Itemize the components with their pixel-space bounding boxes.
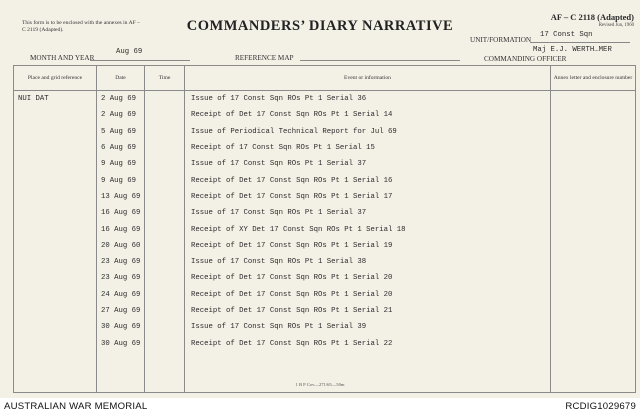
time-cell (145, 238, 185, 254)
time-cell (145, 319, 185, 335)
place-cell (14, 140, 97, 156)
date-cell: 16 Aug 69 (97, 205, 145, 221)
place-cell (14, 172, 97, 188)
annex-cell (551, 287, 636, 303)
table-row (14, 303, 636, 319)
annex-cell (551, 156, 636, 172)
place-cell (14, 156, 97, 172)
annex-cell (551, 124, 636, 140)
event-cell: Issue of 17 Const Sqn ROs Pt 1 Serial 37 (185, 205, 551, 221)
column-header-annex: Annex letter and enclosure number (551, 66, 636, 91)
date-cell: 9 Aug 69 (97, 156, 145, 172)
table-row (14, 205, 636, 221)
date-cell: 23 Aug 69 (97, 270, 145, 286)
event-cell: Receipt of Det 17 Const Sqn ROs Pt 1 Serial 20 (185, 287, 551, 303)
date-cell: 9 Aug 69 (97, 172, 145, 188)
date-cell: 2 Aug 69 (97, 107, 145, 123)
form-title: COMMANDERS’ DIARY NARRATIVE (186, 18, 454, 34)
date-cell: 16 Aug 69 (97, 221, 145, 237)
place-cell: NUI DAT (14, 91, 97, 108)
event-cell: Receipt of Det 17 Const Sqn ROs Pt 1 Serial 21 (185, 303, 551, 319)
month-year-label: MONTH AND YEAR (30, 54, 95, 62)
table-row (14, 335, 636, 351)
reference-map-rule (300, 60, 460, 61)
annex-cell (551, 270, 636, 286)
annex-cell (551, 319, 636, 335)
table-row (14, 189, 636, 205)
diary-table (13, 65, 636, 393)
column-header-event: Event or information (185, 66, 551, 91)
event-cell: Receipt of Det 17 Const Sqn ROs Pt 1 Serial 14 (185, 107, 551, 123)
time-cell (145, 91, 185, 108)
table-row (14, 319, 636, 335)
table-header-row (14, 66, 636, 91)
archive-footer (0, 398, 640, 415)
event-cell: Receipt of Det 17 Const Sqn ROs Pt 1 Serial 17 (185, 189, 551, 205)
unit-label: UNIT/FORMATION (470, 36, 532, 44)
time-cell (145, 140, 185, 156)
unit-value: 17 Const Sqn (540, 31, 593, 39)
table-body (14, 91, 636, 393)
event-cell: Issue of 17 Const Sqn ROs Pt 1 Serial 36 (185, 91, 551, 108)
date-cell: 6 Aug 69 (97, 140, 145, 156)
table-row (14, 156, 636, 172)
annex-cell (551, 205, 636, 221)
time-cell (145, 287, 185, 303)
place-cell (14, 303, 97, 319)
date-cell: 20 Aug 60 (97, 238, 145, 254)
date-cell: 30 Aug 69 (97, 319, 145, 335)
date-cell: 5 Aug 69 (97, 124, 145, 140)
event-cell: Receipt of Det 17 Const Sqn ROs Pt 1 Serial 20 (185, 270, 551, 286)
place-cell (14, 287, 97, 303)
form-number: AF – C 2118 (Adapted) (550, 12, 634, 22)
place-cell (14, 319, 97, 335)
archive-name: AUSTRALIAN WAR MEMORIAL (4, 401, 148, 412)
column-header-date: Date (97, 66, 145, 91)
time-cell (145, 205, 185, 221)
annex-cell (551, 172, 636, 188)
annex-cell (551, 140, 636, 156)
event-cell: Receipt of XY Det 17 Const Sqn ROs Pt 1 Serial 18 (185, 221, 551, 237)
date-cell: 13 Aug 69 (97, 189, 145, 205)
table-row (14, 270, 636, 286)
event-cell: Issue of 17 Const Sqn ROs Pt 1 Serial 39 (185, 319, 551, 335)
annex-cell (551, 335, 636, 351)
archive-reference: RCDIG1029679 (565, 401, 636, 412)
time-cell (145, 270, 185, 286)
place-cell (14, 335, 97, 351)
column-header-place: Place and grid reference (14, 66, 97, 91)
place-cell (14, 189, 97, 205)
reference-map-label: REFERENCE MAP (235, 54, 294, 62)
form-instruction-note: This form is to be enclosed with the annexes in AF – C 2119 (Adapted). (22, 20, 140, 33)
event-cell: Receipt of Det 17 Const Sqn ROs Pt 1 Serial 16 (185, 172, 551, 188)
date-cell: 23 Aug 69 (97, 254, 145, 270)
time-cell (145, 189, 185, 205)
form-revision: Revised Jun, 1960 (598, 23, 634, 28)
annex-cell (551, 189, 636, 205)
date-cell: 27 Aug 69 (97, 303, 145, 319)
month-year-value: Aug 69 (116, 48, 143, 56)
date-cell: 24 Aug 69 (97, 287, 145, 303)
table-row (14, 172, 636, 188)
annex-cell (551, 91, 636, 108)
time-cell (145, 124, 185, 140)
event-cell: Receipt of Det 17 Const Sqn ROs Pt 1 Serial 19 (185, 238, 551, 254)
event-cell: Issue of 17 Const Sqn ROs Pt 1 Serial 37 (185, 156, 551, 172)
table-row (14, 91, 636, 108)
time-cell (145, 335, 185, 351)
time-cell (145, 156, 185, 172)
time-cell (145, 303, 185, 319)
table-row (14, 287, 636, 303)
event-cell: Receipt of Det 17 Const Sqn ROs Pt 1 Serial 22 (185, 335, 551, 351)
time-cell (145, 107, 185, 123)
table-row (14, 254, 636, 270)
annex-cell (551, 254, 636, 270)
event-cell: Receipt of 17 Const Sqn ROs Pt 1 Serial 15 (185, 140, 551, 156)
table-row (14, 238, 636, 254)
commanding-officer-value: Maj E.J. WERTH…MER (533, 46, 612, 54)
place-cell (14, 107, 97, 123)
unit-rule (530, 42, 630, 43)
event-cell: Issue of 17 Const Sqn ROs Pt 1 Serial 38 (185, 254, 551, 270)
date-cell: 30 Aug 69 (97, 335, 145, 351)
table-row (14, 124, 636, 140)
column-header-time: Time (145, 66, 185, 91)
event-cell: Issue of Periodical Technical Report for Jul 69 (185, 124, 551, 140)
annex-cell (551, 303, 636, 319)
commanding-officer-label: COMMANDING OFFICER (484, 55, 567, 63)
annex-cell (551, 221, 636, 237)
table-row (14, 221, 636, 237)
printer-imprint: 1 B P Cov—271/65—50m (295, 382, 345, 387)
place-cell (14, 221, 97, 237)
month-year-rule (90, 60, 190, 61)
annex-cell (551, 238, 636, 254)
date-cell: 2 Aug 69 (97, 91, 145, 108)
place-cell (14, 205, 97, 221)
annex-cell (551, 107, 636, 123)
time-cell (145, 221, 185, 237)
place-cell (14, 254, 97, 270)
place-cell (14, 238, 97, 254)
table-row (14, 140, 636, 156)
place-cell (14, 124, 97, 140)
time-cell (145, 172, 185, 188)
time-cell (145, 254, 185, 270)
place-cell (14, 270, 97, 286)
table-row (14, 107, 636, 123)
